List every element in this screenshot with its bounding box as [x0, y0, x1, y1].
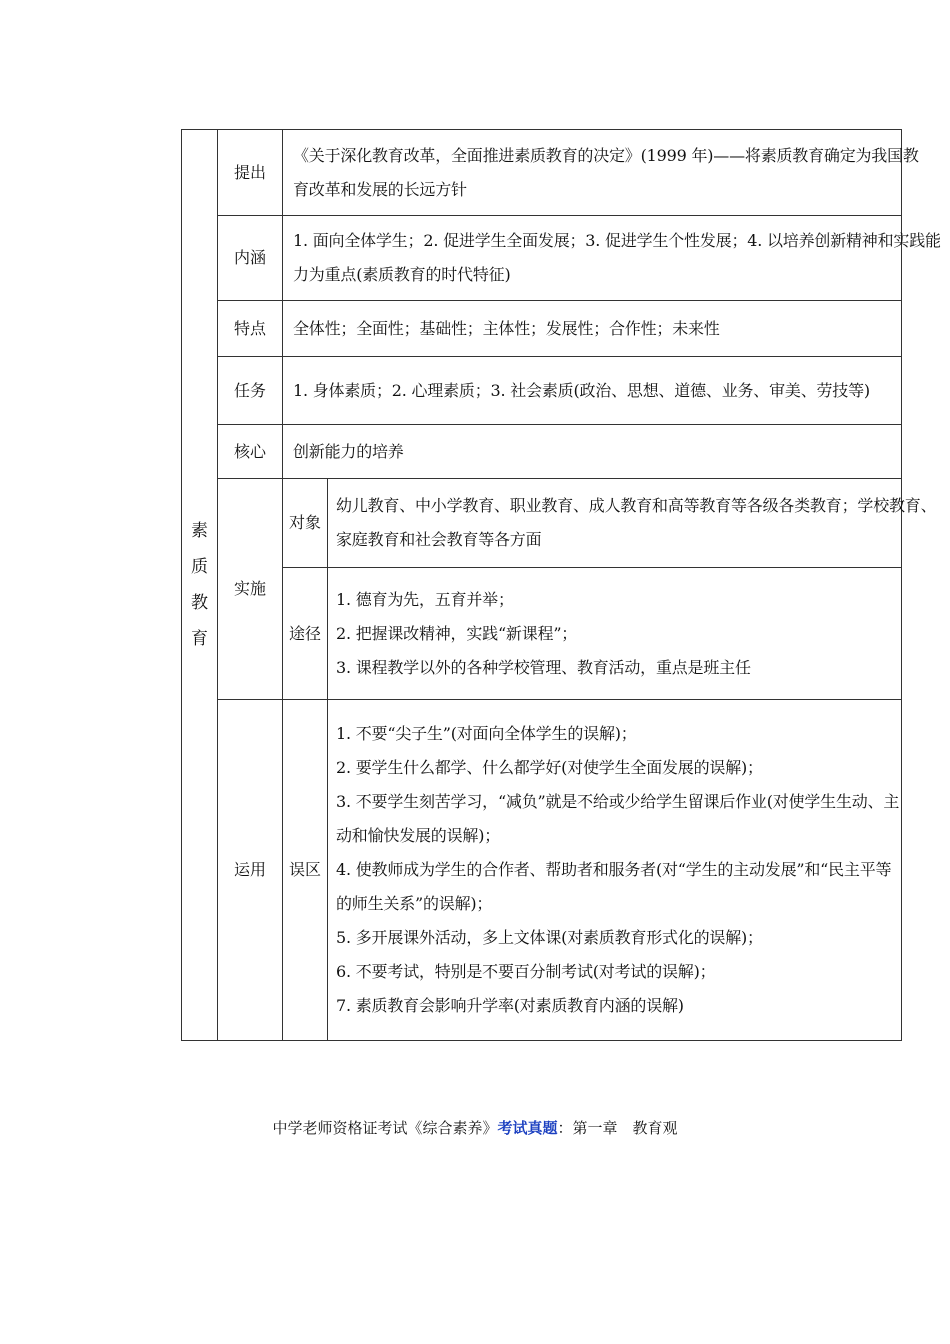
content-connotation: 1. 面向全体学生；2. 促进学生全面发展；3. 促进学生个性发展；4. 以培养创新精神和实践能 力为重点(素质教育的时代特征) [283, 216, 902, 301]
main-label: 素质教育 [182, 130, 218, 1041]
row-connotation [182, 216, 902, 301]
label-application: 运用 [218, 700, 283, 1041]
content-tasks: 1. 身体素质；2. 心理素质；3. 社会素质(政治、思想、道德、业务、审美、劳技等) [283, 357, 902, 425]
content-object: 幼儿教育、中小学教育、职业教育、成人教育和高等教育等各级各类教育；学校教育、 家庭教育和社会教育等各方面 [328, 479, 902, 568]
row-application [182, 700, 902, 1041]
row-proposal [182, 130, 902, 216]
content-path: 1. 德育为先，五育并举； 2. 把握课改精神，实践“新课程”； 3. 课程教学以外的各种学校管理、教育活动，重点是班主任 [328, 568, 902, 700]
content-proposal: 《关于深化教育改革，全面推进素质教育的决定》(1999 年)——将素质教育确定为我国教 育改革和发展的长远方针 [283, 130, 902, 216]
footer-prefix: 中学老师资格证考试《综合素养》 [272, 1119, 498, 1137]
label-object: 对象 [283, 479, 328, 568]
footer-caption [0, 1117, 950, 1138]
label-proposal: 提出 [218, 130, 283, 216]
label-implementation: 实施 [218, 479, 283, 700]
label-connotation: 内涵 [218, 216, 283, 301]
label-path: 途径 [283, 568, 328, 700]
label-misconception: 误区 [283, 700, 328, 1041]
label-features: 特点 [218, 301, 283, 357]
footer-suffix: ：第一章 教育观 [557, 1119, 678, 1137]
content-misconception: 1. 不要“尖子生”(对面向全体学生的误解)； 2. 要学生什么都学、什么都学好(对使学生全面发展的误解)； 3. 不要学生刻苦学习，“减负”就是不给或少给学生留课后作业(对使学生生动、主 动和愉快发展的误解)； 4. 使教师成为学生的合作者、帮助者和服务者(对“学生的主动发展”和“民主平等 的师生关系”的误解)； 5. 多开展课外活动，多上文体课(对素质教育形式化的误解)； 6. 不要考试，特别是不要百分制考试(对考试的误解)； 7. 素质教育会影响升学率(对素质教育内涵的误解) [328, 700, 902, 1041]
content-core: 创新能力的培养 [283, 425, 902, 479]
content-features: 全体性；全面性；基础性；主体性；发展性；合作性；未来性 [283, 301, 902, 357]
label-core: 核心 [218, 425, 283, 479]
quality-education-table [181, 129, 941, 1041]
label-tasks: 任务 [218, 357, 283, 425]
row-tasks [182, 357, 902, 425]
row-features [182, 301, 902, 357]
footer-highlight-link[interactable]: 考试真题 [497, 1119, 558, 1137]
row-implementation-path [182, 568, 902, 700]
row-implementation-object [182, 479, 902, 568]
row-core [182, 425, 902, 479]
